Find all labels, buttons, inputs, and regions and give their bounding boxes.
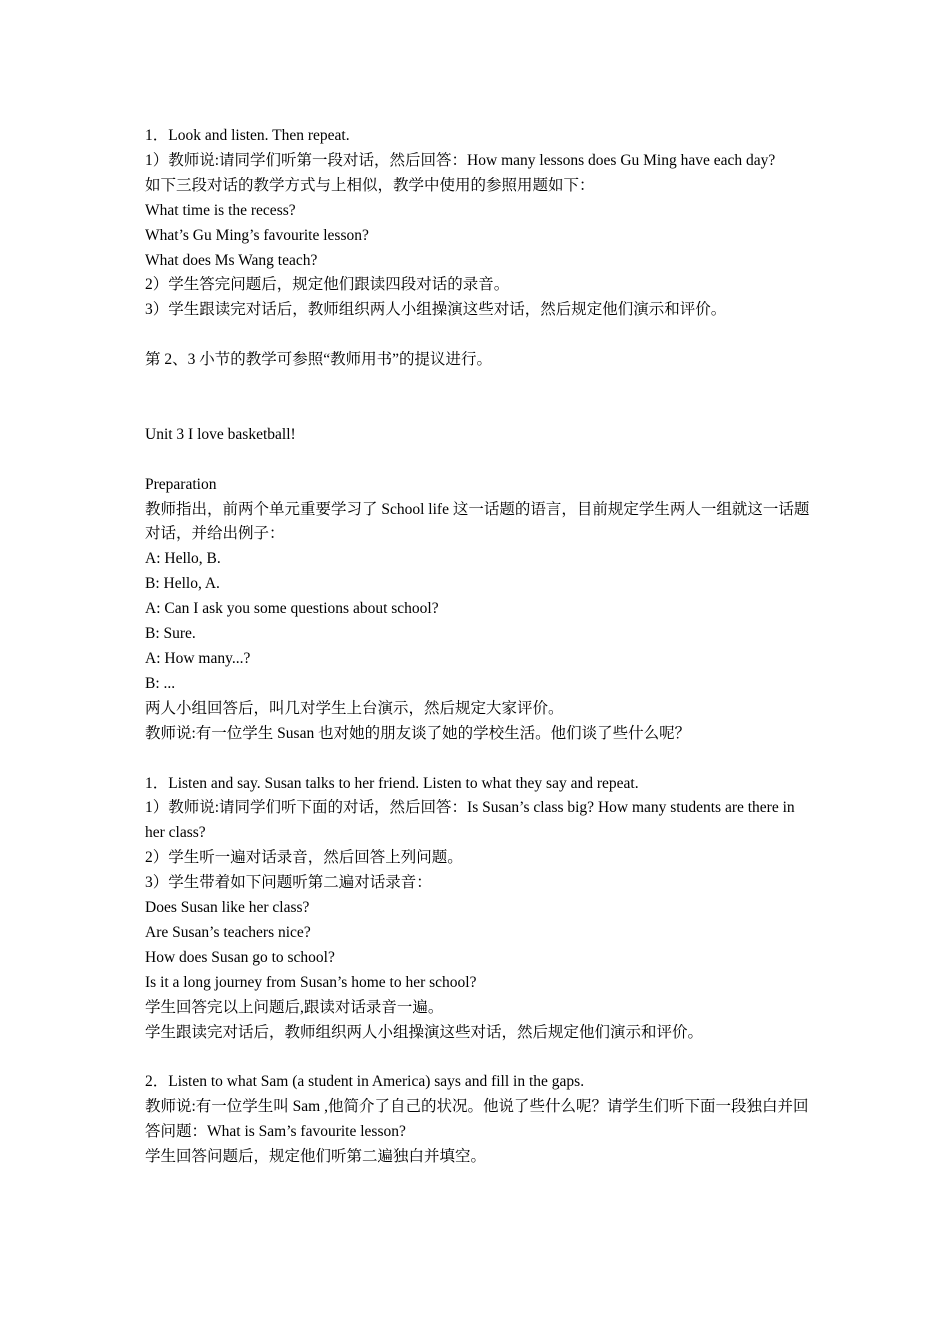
- section1-step3: 3）学生跟读完对话后，教师组织两人小组操演这些对话，然后规定他们演示和评价。: [145, 301, 727, 319]
- preparation-after: 两人小组回答后，叫几对学生上台演示，然后规定大家评价。: [145, 699, 564, 717]
- blank-line: [145, 373, 810, 423]
- blank-line: [145, 323, 810, 348]
- section1-note: 如下三段对话的教学方式与上相似，教学中使用的参照用题如下：: [145, 176, 595, 194]
- part1-step2: 2）学生听一遍对话录音，然后回答上列问题。: [145, 849, 463, 867]
- section1-heading: 1．Look and listen. Then repeat.: [145, 127, 350, 144]
- blank-line: [145, 747, 810, 772]
- part1-step1: 1）教师说:请同学们听下面的对话，然后回答：Is Susan’s class big? How many students are there in her class?: [145, 799, 795, 842]
- dialogue-line: B: Hello, A.: [145, 575, 220, 593]
- section1-question: What’s Gu Ming’s favourite lesson?: [145, 226, 369, 244]
- dialogue-line: B: ...: [145, 674, 176, 692]
- part1-heading: 1．Listen and say. Susan talks to her friend. Listen to what they say and repeat.: [145, 774, 639, 792]
- dialogue-line: A: Hello, B.: [145, 550, 221, 568]
- unit-title: Unit 3 I love basketball!: [145, 425, 296, 443]
- part2-intro: 教师说:有一位学生叫 Sam ,他简介了自己的状况。他说了些什么呢？请学生们听下面一段独白并回答问题：What is Sam’s favourite lesson?: [145, 1098, 809, 1141]
- part1-after: 学生跟读完对话后，教师组织两人小组操演这些对话，然后规定他们演示和评价。: [145, 1023, 704, 1041]
- document-page: [145, 124, 810, 1170]
- section1-question: What time is the recess?: [145, 201, 296, 219]
- part1-question: Does Susan like her class?: [145, 899, 310, 917]
- part2-after: 学生回答问题后，规定他们听第二遍独白并填空。: [145, 1148, 487, 1166]
- preparation-after: 教师说:有一位学生 Susan 也对她的朋友谈了她的学校生活。他们谈了些什么呢？: [145, 724, 691, 742]
- part2-heading: 2．Listen to what Sam (a student in America) says and fill in the gaps.: [145, 1073, 585, 1091]
- blank-line: [145, 448, 810, 473]
- section1-question: What does Ms Wang teach?: [145, 251, 318, 269]
- part1-after: 学生回答完以上问题后,跟读对话录音一遍。: [145, 998, 444, 1016]
- section23-note: 第 2、3 小节的教学可参照“教师用书”的提议进行。: [145, 351, 493, 369]
- part1-question: How does Susan go to school?: [145, 948, 335, 966]
- dialogue-line: B: Sure.: [145, 625, 196, 643]
- section1-step1: 1）教师说:请同学们听第一段对话，然后回答：How many lessons does Gu Ming have each day?: [145, 151, 776, 169]
- dialogue-line: A: How many...?: [145, 649, 251, 667]
- part1-question: Are Susan’s teachers nice?: [145, 923, 311, 941]
- part1-step3: 3）学生带着如下问题听第二遍对话录音：: [145, 874, 432, 892]
- section1-step2: 2）学生答完问题后，规定他们跟读四段对话的录音。: [145, 276, 510, 294]
- preparation-heading: Preparation: [145, 475, 217, 493]
- dialogue-line: A: Can I ask you some questions about school?: [145, 600, 439, 618]
- part1-question: Is it a long journey from Susan’s home to her school?: [145, 973, 477, 991]
- preparation-intro: 教师指出，前两个单元重要学习了 School life 这一话题的语言，目前规定学生两人一组就这一话题对话，并给出例子：: [145, 500, 810, 543]
- blank-line: [145, 1045, 810, 1070]
